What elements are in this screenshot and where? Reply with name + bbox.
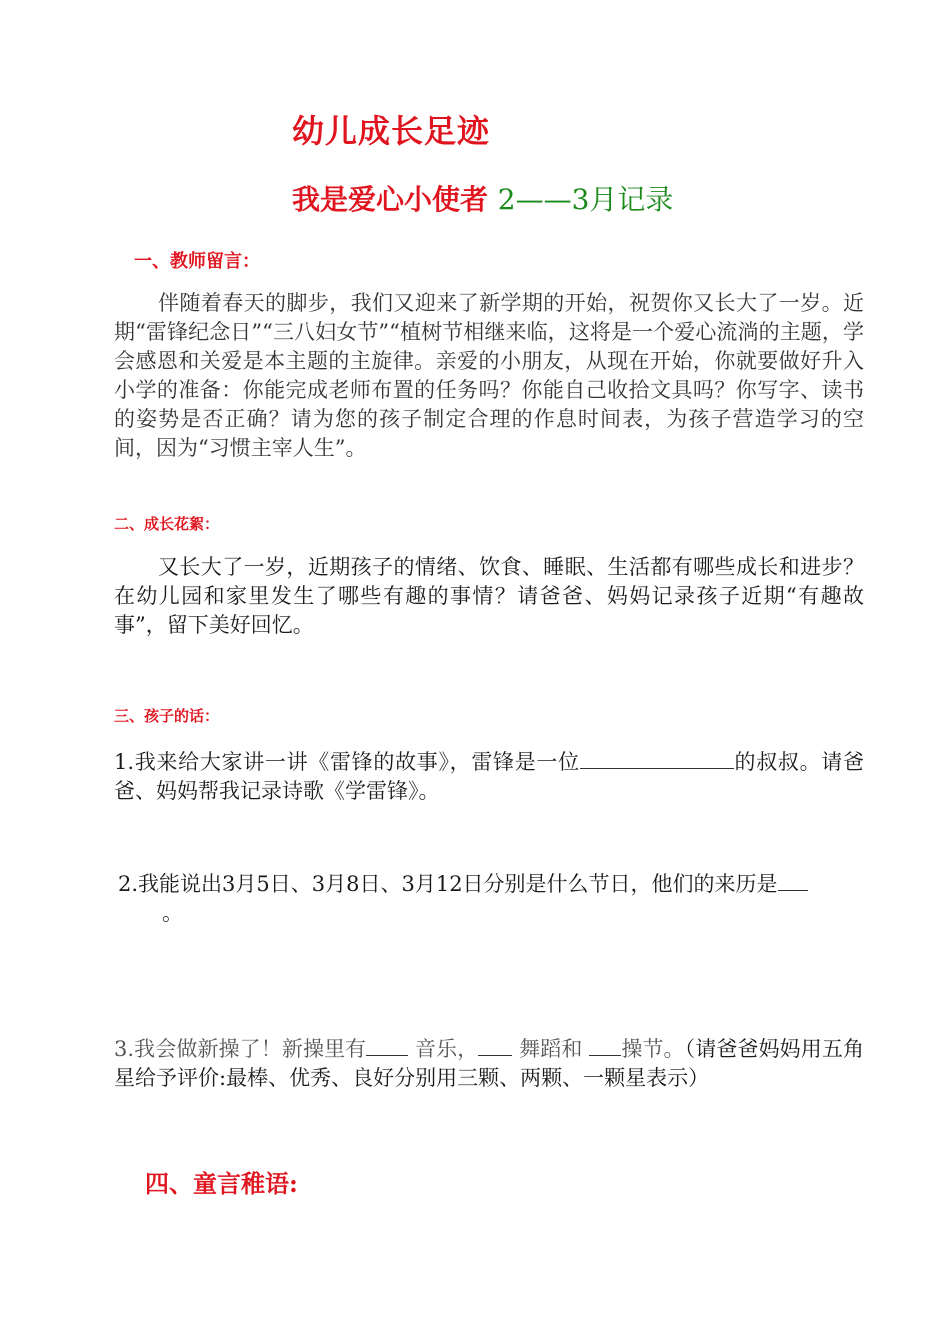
question-1-before: 1.我来给大家讲一讲《雷锋的故事》，雷锋是一位 — [114, 750, 580, 774]
fill-blank[interactable] — [366, 1033, 408, 1056]
section4-heading: 四、童言稚语: — [145, 1169, 298, 1198]
subtitle-main: 我是爱心小使者 — [292, 183, 489, 216]
question-2 — [118, 868, 863, 928]
page-title: 幼儿成长足迹 — [292, 112, 491, 150]
section2-body: 又长大了一岁，近期孩子的情绪、饮食、睡眠、生活都有哪些成长和进步？在幼儿园和家里发生了哪些有趣的事情？请爸爸、妈妈记录孩子近期“有趣故事”，留下美好回忆。 — [114, 555, 864, 637]
question-3 — [114, 1033, 864, 1093]
fill-blank[interactable] — [478, 1033, 512, 1056]
question-3-part2: 音乐， — [408, 1037, 479, 1061]
section1-heading: 一、教师留言： — [134, 251, 260, 272]
question-1-after: 的叔叔。请爸爸、妈妈帮我记录诗歌《学雷锋》。 — [114, 750, 864, 803]
fill-blank[interactable] — [778, 868, 808, 891]
page-subtitle — [292, 178, 673, 218]
fill-blank[interactable] — [589, 1033, 621, 1056]
question-3-part3: 舞蹈和 — [512, 1037, 590, 1061]
question-2-after: 。 — [162, 901, 183, 925]
question-3-part5: （请爸爸妈妈用五角星给予评价:最棒、优秀、良好分别用三颗、两颗、一颗星表示） — [114, 1037, 864, 1090]
question-3-part1: 3.我会做新操了！新操里有 — [114, 1037, 367, 1061]
subtitle-range: 2——3月记录 — [497, 183, 674, 216]
section3-heading: 三、孩子的话： — [114, 707, 220, 725]
question-3-part4: 操节。 — [621, 1037, 685, 1061]
question-2-before: 2.我能说出3月5日、3月8日、3月12日分别是什么节日，他们的来历是 — [118, 872, 778, 896]
section1-body: 伴随着春天的脚步，我们又迎来了新学期的开始，祝贺你又长大了一岁。近期“雷锋纪念日”“三八妇女节”“植树节相继来临，这将是一个爱心流淌的主题，学会感恩和关爱是本主题的主旋律。亲爱的小朋友，从现在开始，你就要做好升入小学的准备：你能完成老师布置的任务吗？你能自己收拾文具吗？你写字、读书的姿势是否正确？请为您的孩子制定合理的作息时间表，为孩子营造学习的空间，因为“习惯主宰人生”。 — [114, 291, 864, 460]
question-1 — [114, 746, 864, 806]
fill-blank[interactable] — [580, 746, 734, 769]
section2-heading: 二、成长花絮： — [114, 515, 220, 533]
